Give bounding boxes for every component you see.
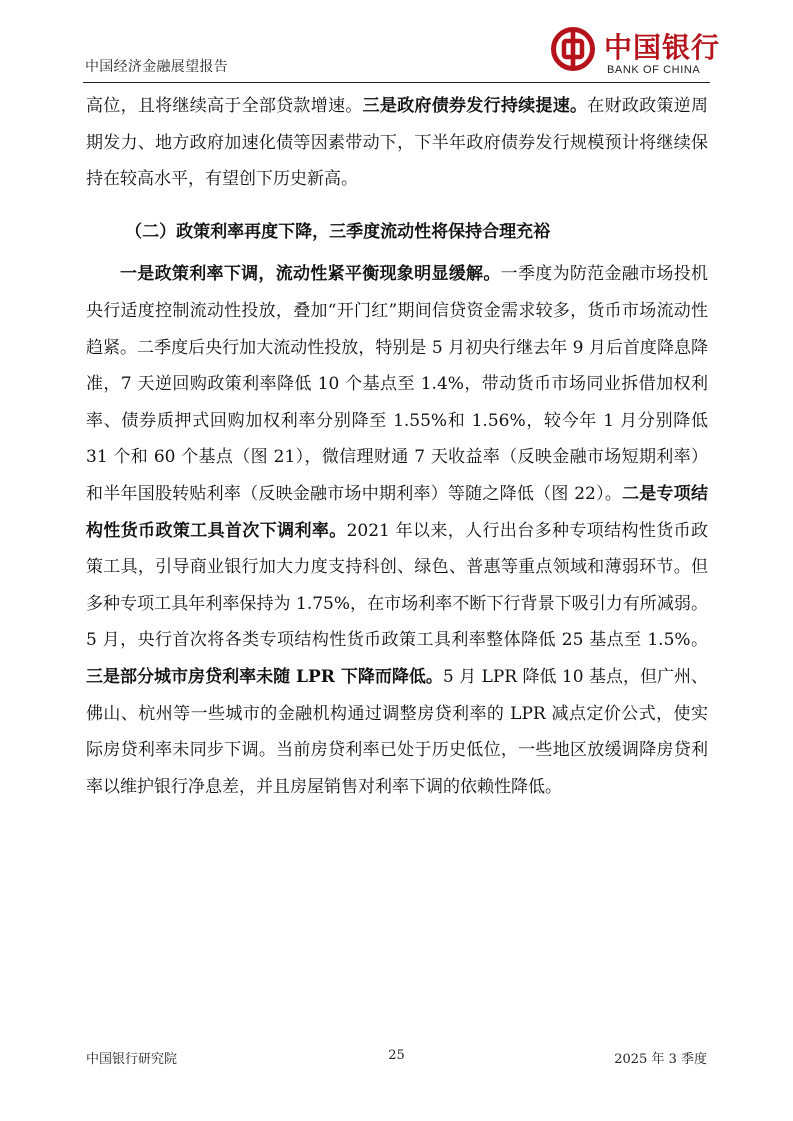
paragraph-2-text-2: 2021 年以来，人行出台多种专项结构性货币政策工具，引导商业银行加大力度支持科创、绿色、普惠等重点领域和薄弱环节。但多种专项工具年利率保持为 1.75%，在市场利率不断下行背景下吸引力有所减弱。5 月，央行首次将各类专项结构性货币政策工具利率整体降低 25 基点至 1.5%。 <box>86 520 709 651</box>
paragraph-1-text-1: 高位，且将继续高于全部贷款增速。 <box>86 96 363 116</box>
page-number: 25 <box>388 1048 405 1063</box>
page-footer <box>86 1048 707 1072</box>
paragraph-1-text-2: 在财政政策逆周期发力、地方政府加速化债等因素带动下，下半年政府债券发行规模预计将继续保持在较高水平，有望创下历史新高。 <box>86 96 709 190</box>
page-content <box>86 88 708 805</box>
paragraph-1 <box>86 88 708 198</box>
logo-english-name: BANK OF CHINA <box>607 64 701 76</box>
paragraph-2-bold-3: 三是部分城市房贷利率未随 LPR 下降而降低。 <box>86 666 443 687</box>
bank-logo <box>550 22 721 78</box>
logo-chinese-name: 中国银行 <box>604 31 721 64</box>
paragraph-2-text-3: 5 月 LPR 降低 10 基点，但广州、佛山、杭州等一些城市的金融机构通过调整房贷利率的 LPR 减点定价公式，使实际房贷利率未同步下调。当前房贷利率已处于历史低位，一些地区放缓调降房贷利率以维护银行净息差，并且房屋销售对利率下调的依赖性降低。 <box>86 666 708 797</box>
page-header <box>83 18 721 83</box>
paragraph-1-bold-1: 三是政府债券发行持续提速。 <box>362 96 588 116</box>
report-title: 中国经济金融展望报告 <box>85 59 228 75</box>
section-heading: （二）政策利率再度下降，三季度流动性将保持合理充裕 <box>125 221 551 242</box>
bank-of-china-emblem-icon <box>550 26 596 72</box>
paragraph-2-text-1: 一季度为防范金融市场投机央行适度控制流动性投放，叠加“开门红”期间信贷资金需求较多，货币市场流动性趋紧。二季度后央行加大流动性投放，特别是 5 月初央行继去年 9 月后首度降息降准，7 天逆回购政策利率降低 10 个基点至 1.4%，带动货币市场同业拆借加权利率、债券质押式回购加权利率分别降至 1.55%和 1.56%，较今年 1 月分别降低 31 个和 60 个基点（图 21），微信理财通 7 天收益率（反映金融市场短期利率）和半年国股转贴利率（反映金融市场中期利率）等随之降低（图 22）。 <box>86 264 709 504</box>
footer-institute: 中国银行研究院 <box>86 1052 178 1067</box>
paragraph-2-bold-2: 二是专项结构性货币政策工具首次下调利率。 <box>86 483 709 541</box>
paragraph-2-bold-1: 一是政策利率下调，流动性紧平衡现象明显缓解。 <box>120 264 501 285</box>
paragraph-2 <box>86 256 708 805</box>
footer-period: 2025 年 3 季度 <box>614 1052 707 1067</box>
